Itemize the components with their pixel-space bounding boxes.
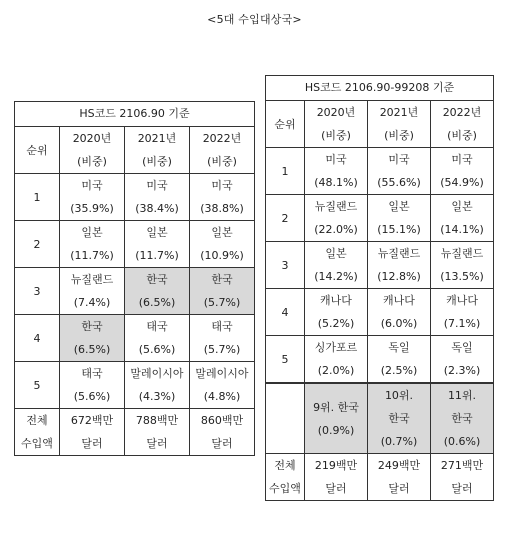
country-cell: 뉴질랜드 (13.5%) [431,242,494,289]
rank-cell: 3 [15,268,60,315]
korea-highlight-cell: 한국 (6.5%) [125,268,190,315]
table-row [15,174,255,221]
korea-highlight-cell: 한국 (6.5%) [60,315,125,362]
rank-cell: 4 [15,315,60,362]
table-row [15,221,255,268]
total-label: 전체 수입액 [266,454,305,501]
country-cell: 캐나다 (6.0%) [368,289,431,336]
table-row [266,336,494,384]
country-cell: 미국 (38.8%) [190,174,255,221]
country-cell: 독일 (2.3%) [431,336,494,384]
rank-header: 순위 [266,101,305,148]
country-cell: 미국 (54.9%) [431,148,494,195]
empty-rank-cell [266,383,305,454]
rank-cell: 5 [266,336,305,384]
table-row [15,362,255,409]
total-value: 788백만 달러 [125,409,190,456]
rank-cell: 1 [15,174,60,221]
total-row [266,454,494,501]
country-cell: 미국 (55.6%) [368,148,431,195]
rank-cell: 5 [15,362,60,409]
year-header-2022: 2022년 (비중) [190,127,255,174]
right-import-table [265,75,494,501]
country-cell: 미국 (38.4%) [125,174,190,221]
rank-cell: 4 [266,289,305,336]
year-header-2021: 2021년 (비중) [125,127,190,174]
rank-cell: 3 [266,242,305,289]
rank-cell: 1 [266,148,305,195]
hs-code-label: HS코드 2106.90 기준 [15,102,255,127]
country-cell: 태국 (5.6%) [125,315,190,362]
country-cell: 일본 (14.1%) [431,195,494,242]
korea-highlight-cell: 9위. 한국 (0.9%) [305,383,368,454]
page-title: <5대 수입대상국> [207,13,302,26]
total-value: 219백만 달러 [305,454,368,501]
country-cell: 독일 (2.5%) [368,336,431,384]
country-cell: 캐나다 (7.1%) [431,289,494,336]
country-cell: 미국 (35.9%) [60,174,125,221]
table-row [15,315,255,362]
country-cell: 말레이시아 (4.3%) [125,362,190,409]
country-cell: 태국 (5.7%) [190,315,255,362]
rank-cell: 2 [15,221,60,268]
korea-highlight-cell: 11위. 한국 (0.6%) [431,383,494,454]
country-cell: 뉴질랜드 (7.4%) [60,268,125,315]
country-cell: 일본 (15.1%) [368,195,431,242]
header-row [266,101,494,148]
table-row [266,242,494,289]
country-cell: 일본 (10.9%) [190,221,255,268]
rank-header: 순위 [15,127,60,174]
total-value: 672백만 달러 [60,409,125,456]
country-cell: 캐나다 (5.2%) [305,289,368,336]
total-value: 860백만 달러 [190,409,255,456]
year-header-2021: 2021년 (비중) [368,101,431,148]
table-row [266,195,494,242]
table-row [15,268,255,315]
left-import-table [14,101,255,456]
hs-code-row [15,102,255,127]
korea-highlight-cell: 한국 (5.7%) [190,268,255,315]
country-cell: 미국 (48.1%) [305,148,368,195]
korea-rank-row [266,383,494,454]
country-cell: 말레이시아 (4.8%) [190,362,255,409]
country-cell: 뉴질랜드 (12.8%) [368,242,431,289]
total-value: 271백만 달러 [431,454,494,501]
hs-code-label: HS코드 2106.90-99208 기준 [266,76,494,101]
country-cell: 태국 (5.6%) [60,362,125,409]
rank-cell: 2 [266,195,305,242]
year-header-2022: 2022년 (비중) [431,101,494,148]
total-label: 전체 수입액 [15,409,60,456]
country-cell: 싱가포르 (2.0%) [305,336,368,384]
hs-code-row [266,76,494,101]
year-header-2020: 2020년 (비중) [305,101,368,148]
year-header-2020: 2020년 (비중) [60,127,125,174]
total-value: 249백만 달러 [368,454,431,501]
header-row [15,127,255,174]
table-row [266,148,494,195]
total-row [15,409,255,456]
country-cell: 일본 (11.7%) [125,221,190,268]
country-cell: 뉴질랜드 (22.0%) [305,195,368,242]
korea-highlight-cell: 10위. 한국 (0.7%) [368,383,431,454]
country-cell: 일본 (11.7%) [60,221,125,268]
table-row [266,289,494,336]
country-cell: 일본 (14.2%) [305,242,368,289]
